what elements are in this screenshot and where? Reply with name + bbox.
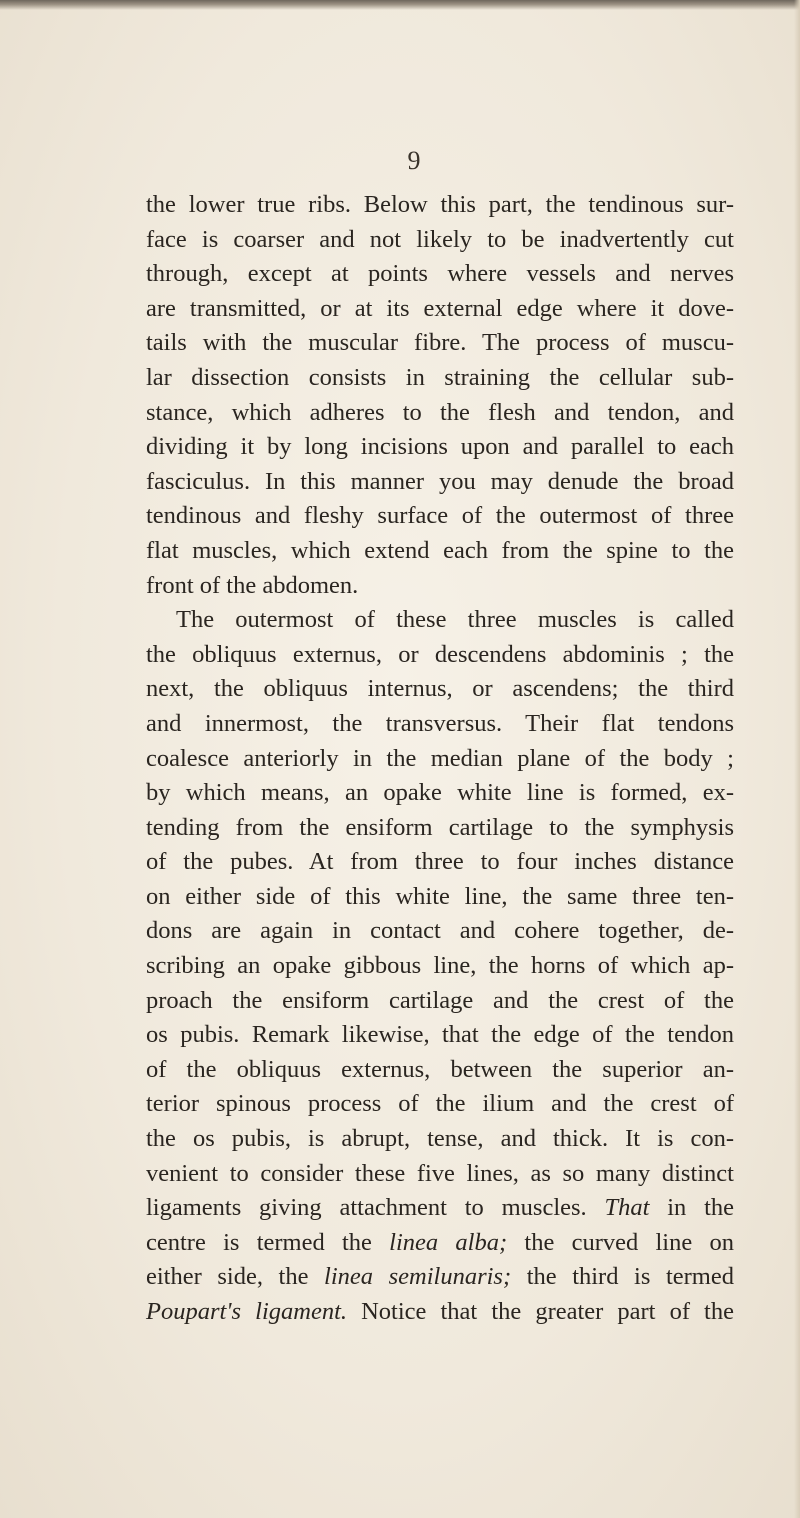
text-line [146,1191,734,1226]
text-line: stance, which adheres to the flesh and tendon, and [146,398,734,426]
text-line: the lower true ribs. Below this part, the tendinous sur- [146,191,734,218]
text-line: the os pubis, is abrupt, tense, and thick. It is con- [146,1125,734,1153]
text-line: terior spinous process of the ilium and the crest of [146,1090,734,1118]
page-top-edge [0,0,800,10]
text-line: on either side of this white line, the same three ten- [146,882,734,910]
text-fragment: the curved line on [507,1228,734,1256]
text-line: flat muscles, which extend each from the spine to the [146,536,734,564]
text-line: and innermost, the transversus. Their flat tendons [146,709,734,737]
text-line: dividing it by long incisions upon and parallel to each [146,433,734,461]
italic-fragment: linea alba; [389,1228,508,1256]
text-line [146,1295,734,1330]
text-line: os pubis. Remark likewise, that the edge of the tendon [146,1021,734,1049]
text-line: lar dissection consists in straining the cellular sub- [146,363,734,391]
text-line: tails with the muscular fibre. The process of muscu- [146,329,734,357]
text-line: front of the abdomen. [146,571,359,599]
text-line: proach the ensiform cartilage and the crest of the [146,986,734,1014]
page-number: 9 [407,146,421,175]
text-line: tendinous and fleshy surface of the outermost of three [146,502,734,530]
page-right-edge [794,0,800,1518]
text-line: scribing an opake gibbous line, the horns of which ap- [146,952,734,980]
text-line: coalesce anteriorly in the median plane of the body ; [146,744,734,772]
text-fragment: centre is termed the [146,1228,390,1256]
text-line: venient to consider these five lines, as so many distinct [146,1159,734,1187]
text-line: by which means, an opake white line is formed, ex- [146,779,734,807]
body-text [146,188,734,1330]
text-fragment: either side, the [146,1263,325,1291]
text-line: of the obliquus externus, between the superior an- [146,1055,734,1083]
text-fragment: the third is termed [511,1263,734,1291]
text-line [146,1260,734,1295]
text-line: are transmitted, or at its external edge where it dove- [146,294,734,322]
text-line: through, except at points where vessels and nerves [146,260,734,288]
text-line: fasciculus. In this manner you may denude the broad [146,467,734,495]
text-line: next, the obliquus internus, or ascendens; the third [146,675,734,703]
text-line: of the pubes. At from three to four inches distance [146,848,734,876]
text-line: The outermost of these three muscles is called [176,606,734,634]
text-fragment: in the [649,1194,735,1222]
italic-fragment: linea semilunaris; [324,1263,512,1291]
text-line [146,1226,734,1261]
italic-fragment: That [604,1194,650,1222]
text-line: tending from the ensiform cartilage to the symphysis [146,813,734,841]
text-line: the obliquus externus, or descendens abdominis ; the [146,640,734,668]
text-line: dons are again in contact and cohere together, de- [146,917,734,945]
text-line: face is coarser and not likely to be inadvertently cut [146,225,734,253]
text-fragment: Notice that the greater part of the [347,1298,734,1325]
italic-fragment: Poupart's ligament. [146,1298,348,1325]
text-fragment: ligaments giving attachment to muscles. [146,1194,587,1222]
